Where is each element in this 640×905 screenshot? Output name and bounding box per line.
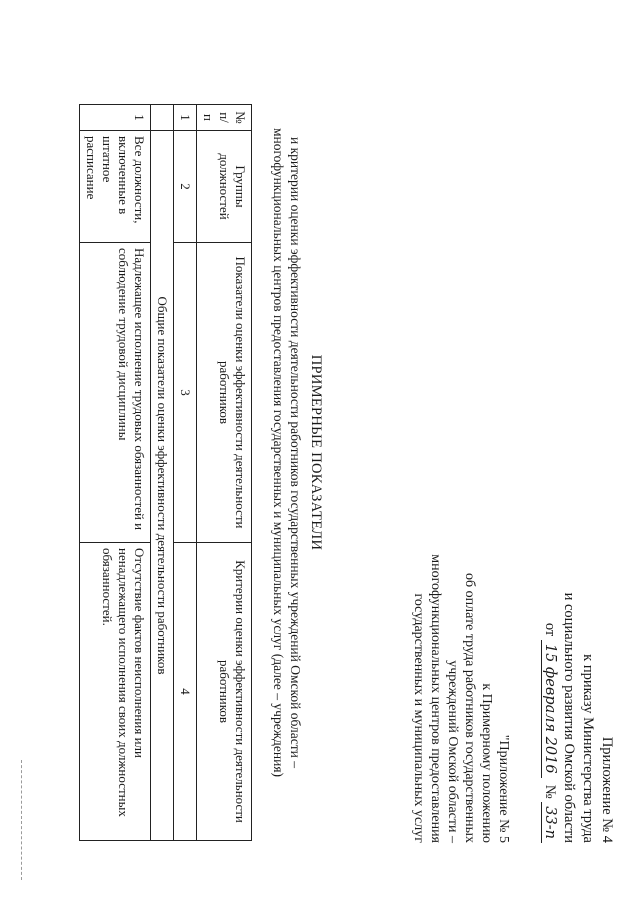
table-row	[80, 105, 151, 841]
row-number: 1	[80, 105, 151, 131]
row-group: Все должности, включенные в штатное расписание	[80, 131, 151, 243]
reference-line-4: учреждений Омской области –	[445, 660, 460, 843]
header-indicators: Показатели оценки эффективности деятельности работников	[197, 243, 252, 543]
appendix-header	[540, 593, 616, 843]
section-title: Общие показатели оценки эффективности деятельности работников	[151, 131, 174, 841]
section-num-cell	[151, 105, 174, 131]
appendix-ministry-line: и социального развития Омской области	[561, 592, 577, 843]
column-number-row	[174, 105, 197, 841]
header-num: № п/п	[197, 105, 252, 131]
table-header-row	[197, 105, 252, 841]
reference-line-1: "Приложение № 5	[496, 734, 511, 843]
reference-line-5: многофункциональных центров предоставления	[428, 554, 443, 843]
column-number: 4	[174, 543, 197, 841]
handwritten-number: 33-п	[541, 802, 558, 843]
number-prefix: №	[542, 784, 558, 799]
column-number: 2	[174, 131, 197, 243]
row-indicator: Надлежащее исполнение трудовых обязанностей и соблюдение трудовой дисциплины	[80, 243, 151, 543]
document-title: ПРИМЕРНЫЕ ПОКАЗАТЕЛИ	[308, 354, 324, 551]
reference-line-6: государственных и муниципальных услуг	[411, 593, 426, 843]
header-criteria: Критерии оценки эффективности деятельности работников	[197, 543, 252, 841]
appendix-number: Приложение № 4	[599, 736, 615, 843]
reference-line-3: об оплате труда работников государственных	[462, 573, 477, 843]
indicators-table	[79, 104, 252, 841]
section-row	[151, 105, 174, 841]
subtitle-line-1: и критерии оценки эффективности деятельности работников государственных учреждений Омской области –	[288, 136, 303, 769]
column-number: 3	[174, 243, 197, 543]
column-number: 1	[174, 105, 197, 131]
reference-line-2: к Примерному положению	[479, 683, 494, 843]
scan-artifact-line	[21, 760, 22, 880]
subtitle-line-2: многофункциональных центров предоставления государственных и муниципальных услуг (далее – учреждения)	[271, 127, 286, 778]
date-prefix: от	[542, 622, 558, 637]
document-subtitle	[270, 0, 304, 905]
handwritten-date: 15 февраля 2016	[541, 640, 558, 778]
row-criterion: Отсутствие фактов неисполнения или ненадлежащего исполнения своих должностных обязанностей.	[80, 543, 151, 841]
reference-block	[410, 554, 512, 843]
appendix-order-line: к приказу Министерства труда	[580, 654, 596, 843]
appendix-date-line	[540, 593, 559, 843]
header-groups: Группы должностей	[197, 131, 252, 243]
